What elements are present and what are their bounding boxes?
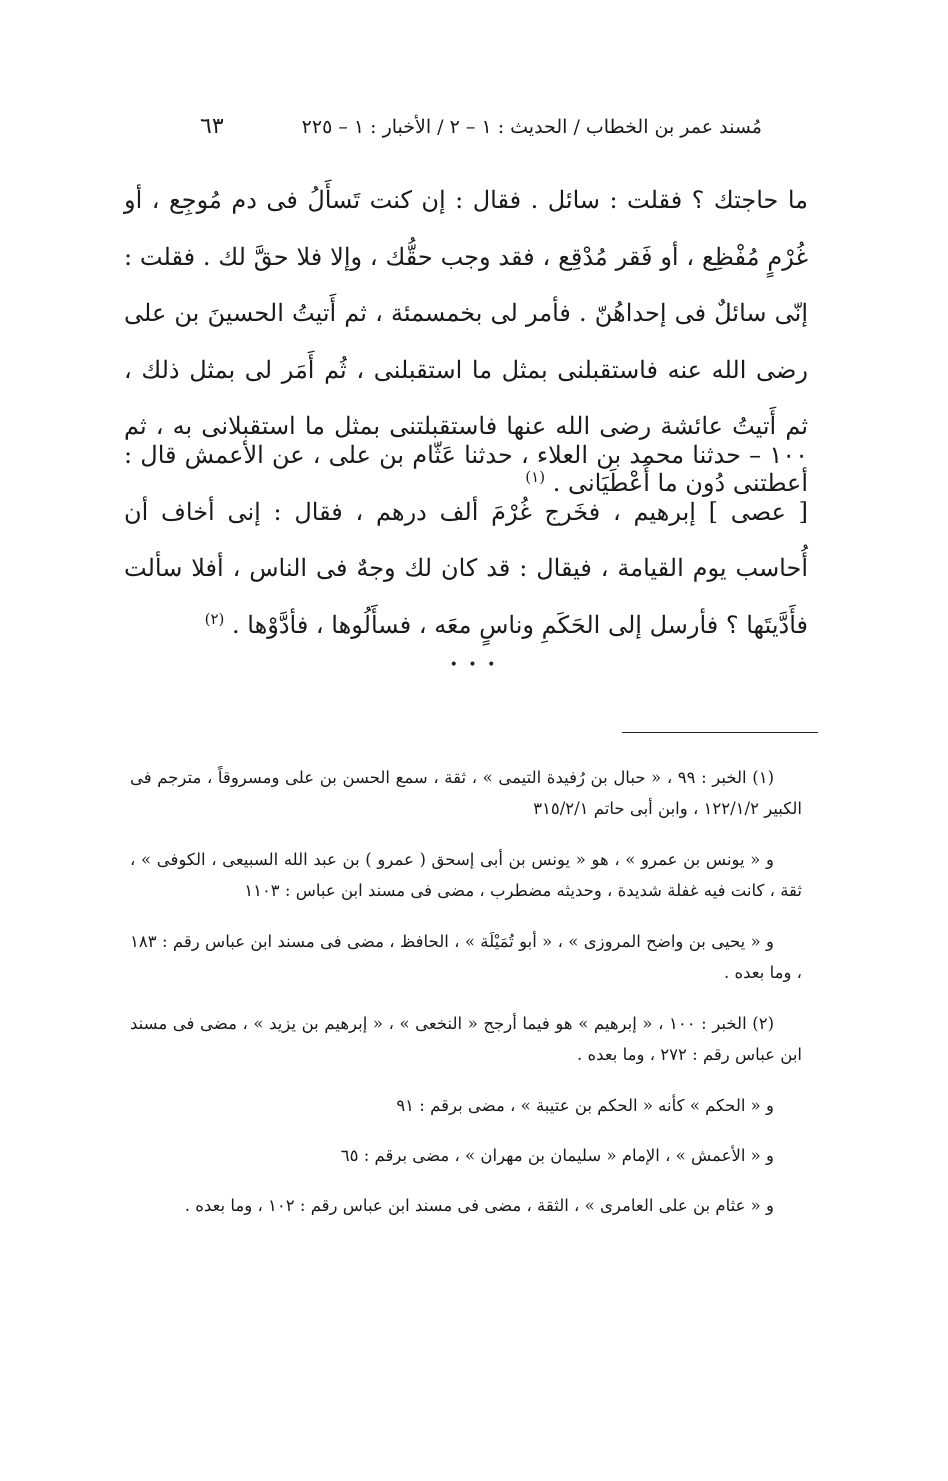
footnote-1-note-2: و « يونس بن عمرو » ، هو « يونس بن أبى إسحق ( عمرو ) بن عبد الله السبيعى ، الكوفى » ، ثقة ، كانت فيه غفلة شديدة ، وحديثه مضطرب ، مضى فى مسند ابن عباس : ١١٠٣ <box>130 850 802 900</box>
main-paragraph-2 <box>124 427 808 653</box>
footnotes-section <box>130 762 802 1240</box>
footnote-2-note-3: و « الأعمش » ، الإمام « سليمان بن مهران » ، مضى برقم : ٦٥ <box>340 1146 774 1165</box>
footnote-divider <box>622 732 818 733</box>
page-number: ٦٣ <box>200 114 224 139</box>
footnote-marker: (٢) <box>204 609 225 628</box>
footnote-1: (١) الخبر : ٩٩ ، « حبال بن رُفيدة التيمى » ، ثقة ، سمع الحسن بن على ومسروقاً ، مترجم فى الكبير ١٢٢/١/٢ ، وابن أبى حاتم ٣١٥/٢/١ <box>130 768 802 818</box>
footnote-1-note-3: و « يحيى بن واضح المروزى » ، « أبو تُمَيْلَة » ، الحافظ ، مضى فى مسند ابن عباس رقم : ١٨٣ ، وما بعده . <box>130 932 802 982</box>
footnote-marker: (١) <box>525 467 546 486</box>
paragraph-text: ١٠٠ – حدثنا محمد بن العلاء ، حدثنا عَثّام بن على ، عن الأعمش قال : [ عصى ] إبرهيم ، فخَرج غُرْمَ ألف درهم ، فقال : إنى أخاف أن أُحاسب يوم القيامة ، فيقال : قد كان لك وجهٌ فى الناس ، أفلا سألت فأَدَّيتَها ؟ فأرسل إلى الحَكَمِ وناسٍ معَه ، فسأَلُوها ، فأدَّوْها . <box>124 441 808 639</box>
section-separator: • • • <box>449 657 499 673</box>
footnote-2: (٢) الخبر : ١٠٠ ، « إبرهيم » هو فيما أرجح « النخعى » ، « إبرهيم بن يزيد » ، مضى فى مسند ابن عباس رقم : ٢٧٢ ، وما بعده . <box>130 1014 802 1064</box>
footnote-2-note-4: و « عثام بن على العامرى » ، الثقة ، مضى فى مسند ابن عباس رقم : ١٠٢ ، وما بعده . <box>184 1196 774 1215</box>
running-header <box>200 112 762 142</box>
paragraph-text: ما حاجتك ؟ فقلت : سائل . فقال : إن كنت تَسأَلُ فى دم مُوجِع ، أو غُرْمٍ مُفْظِع ، أو فَقر مُدْقِع ، فقد وجب حقُّك ، وإلا فلا حقَّ لك . فقلت : إنّى سائلٌ فى إحداهُنّ . فأمر لى بخمسمئة ، ثم أَتيتُ الحسينَ بن على رضى الله عنه فاستقبلنى بمثل ما استقبلنى ، ثُم أَمَر لى بمثل ذلك ، ثم أَتيتُ عائشة رضى الله عنها فاستقبلتنى بمثل ما استقبلانى به ، ثم أعطتنى دُون ما أَعْطَيَانى . <box>124 186 808 497</box>
running-title: مُسند عمر بن الخطاب / الحديث : ١ – ٢ / الأخبار : ١ – ٢٢٥ <box>301 116 762 138</box>
footnote-2-note-2: و « الحكم » كأنه « الحكم بن عتيبة » ، مضى برقم : ٩١ <box>396 1096 774 1115</box>
